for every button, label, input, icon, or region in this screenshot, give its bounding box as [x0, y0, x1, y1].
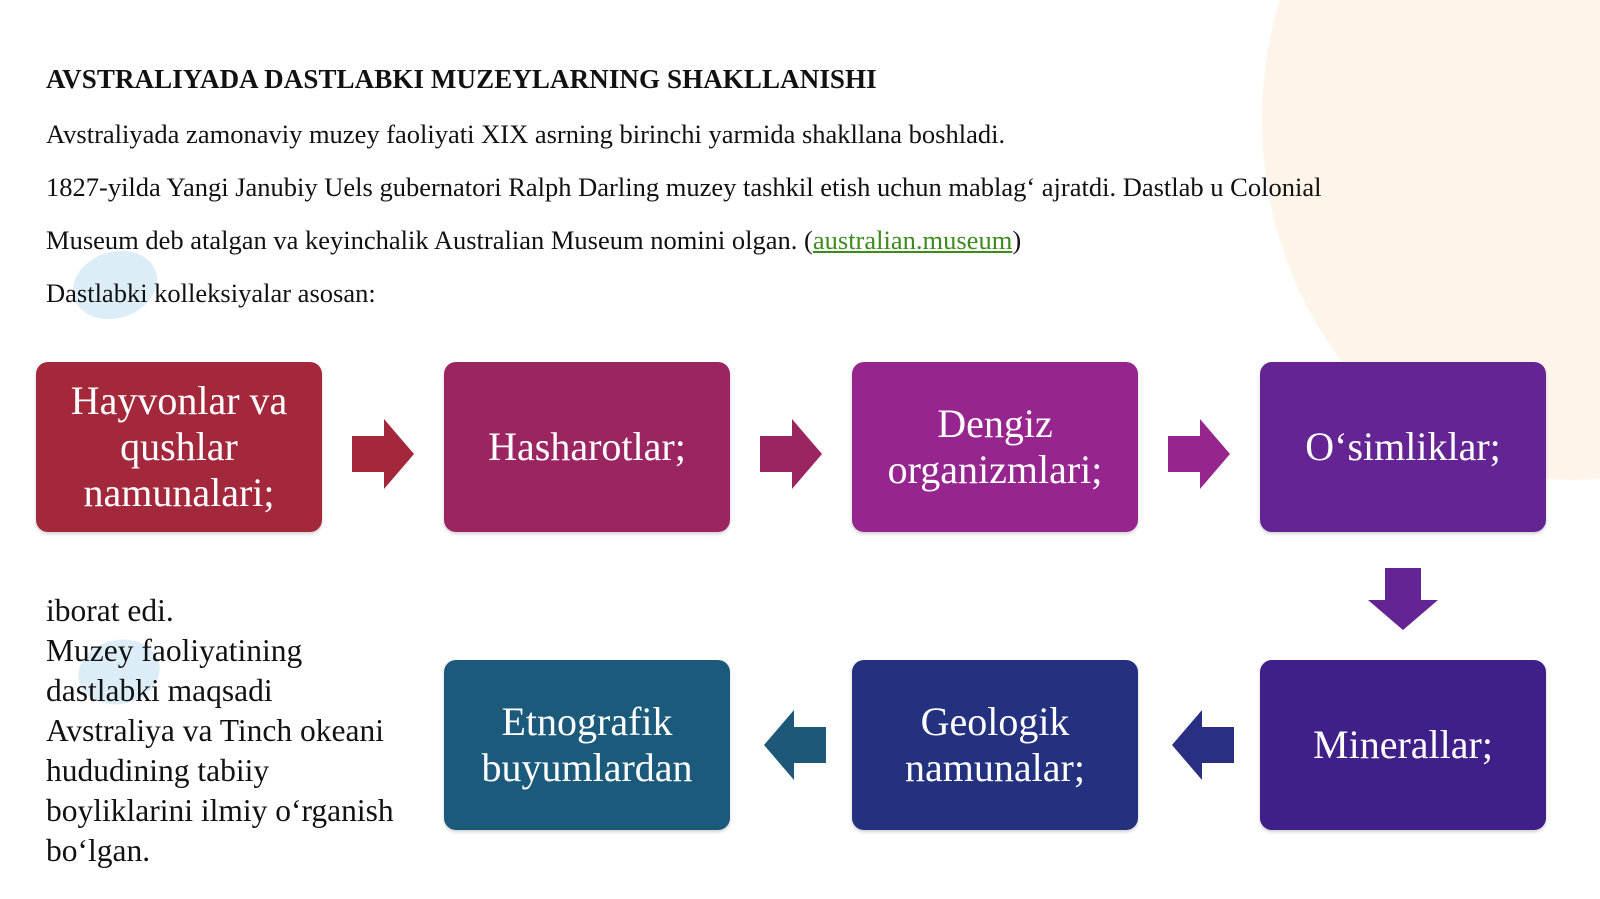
closing-line: Muzey faoliyatining [46, 633, 303, 668]
history-paragraph-line-1: 1827-yilda Yangi Janubiy Uels gubernatori Ralph Darling muzey tashkil etish uchun mablag‘ ajratdi. Dastlab u Colonial [46, 172, 1322, 202]
arrow-right-shape [760, 419, 822, 489]
flow-step-label: O‘simliklar; [1305, 424, 1501, 469]
arrow-left-icon [1172, 710, 1234, 780]
flow-step-insects [444, 362, 730, 532]
flow-step-label: Etnografik buyumlardan [481, 699, 693, 790]
flow-step-geological-samples [852, 660, 1138, 830]
arrow-right-shape [1168, 419, 1230, 489]
arrow-right-icon [352, 419, 414, 489]
flow-step-plants [1260, 362, 1546, 532]
australian-museum-link[interactable]: australian.museum [812, 225, 1013, 255]
closing-line: iborat edi. [46, 593, 174, 628]
closing-line: hududining tabiiy [46, 753, 270, 788]
arrow-left-icon [764, 710, 826, 780]
flow-step-label: Geologik namunalar; [905, 699, 1085, 790]
arrow-left-shape [764, 710, 826, 780]
slide-title: AVSTRALIYADA DASTLABKI MUZEYLARNING SHAKLLANISHI [46, 64, 877, 94]
flow-step-label: Minerallar; [1313, 722, 1493, 767]
closing-line: boyliklarini ilmiy o‘rganish [46, 793, 394, 828]
flow-step-label: Hasharotlar; [488, 424, 686, 469]
history-text: Museum deb atalgan va keyinchalik Australian Museum nomini olgan. ( [46, 225, 813, 255]
flow-step-marine-organisms [852, 362, 1138, 532]
arrow-down-icon [1368, 568, 1438, 630]
flow-step-animals-birds [36, 362, 322, 532]
history-paragraph-line-2 [46, 225, 1021, 256]
closing-line: Avstraliya va Tinch okeani [46, 713, 384, 748]
closing-text-block [46, 591, 426, 871]
flow-step-label: Hayvonlar va qushlar namunalari; [70, 378, 288, 515]
arrow-left-shape [1172, 710, 1234, 780]
flow-step-minerals [1260, 660, 1546, 830]
arrow-down-shape [1368, 568, 1438, 630]
collections-intro: Dastlabki kolleksiyalar asosan: [46, 278, 376, 308]
closing-line: bo‘lgan. [46, 833, 151, 868]
arrow-right-icon [760, 419, 822, 489]
flow-step-label: Dengiz organizmlari; [887, 401, 1103, 492]
closing-paren: ) [1012, 225, 1022, 255]
closing-line: dastlabki maqsadi [46, 673, 273, 708]
flow-step-ethnographic-items [444, 660, 730, 830]
arrow-right-shape [352, 419, 414, 489]
intro-paragraph: Avstraliyada zamonaviy muzey faoliyati XIX asrning birinchi yarmida shakllana boshladi. [46, 119, 1006, 149]
arrow-right-icon [1168, 419, 1230, 489]
